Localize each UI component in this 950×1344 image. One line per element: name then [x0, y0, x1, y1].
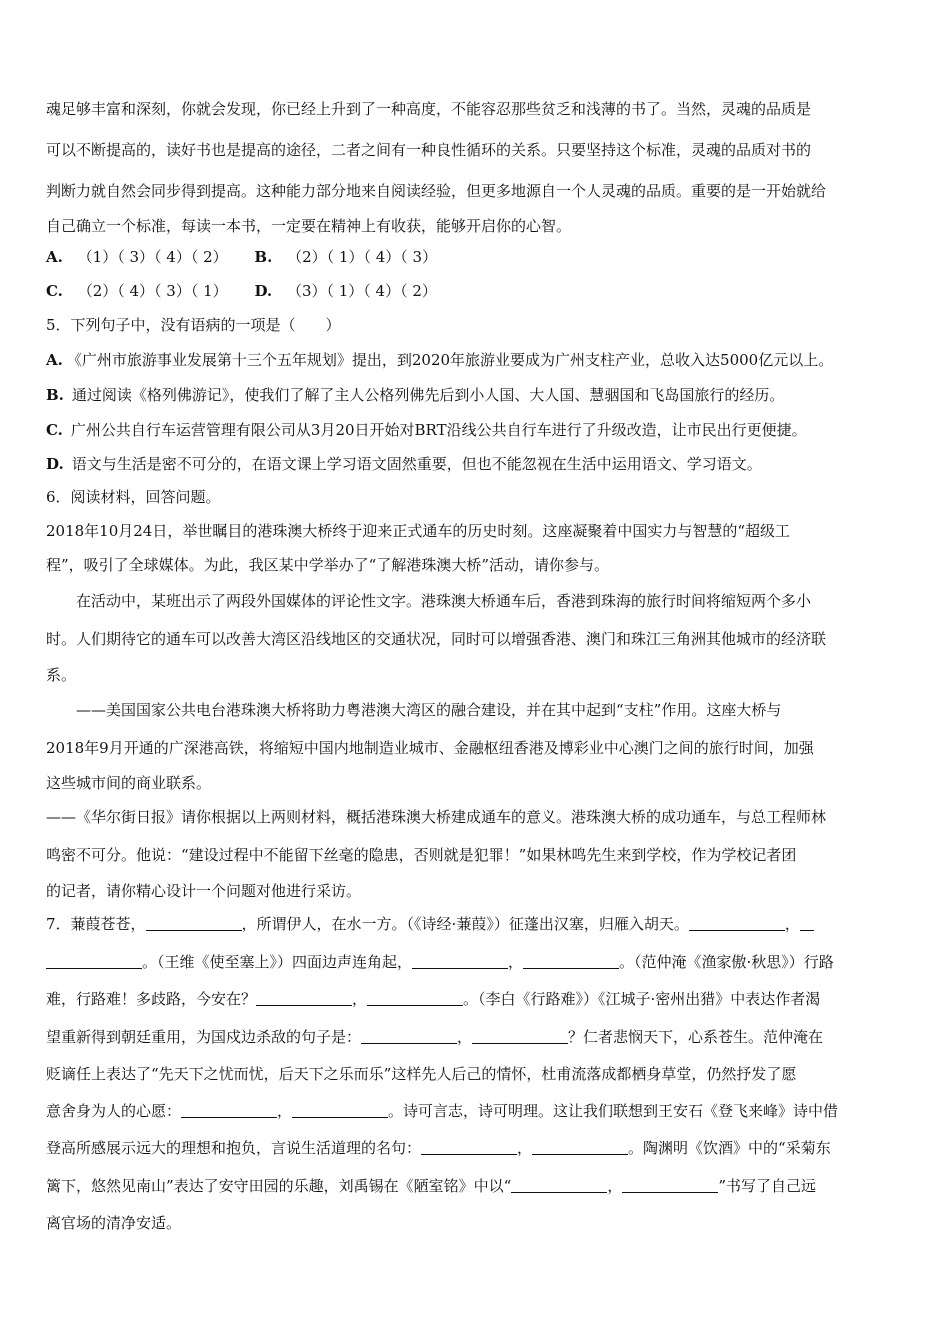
option-label: A. [46, 351, 63, 369]
answer-blank[interactable] [292, 1103, 388, 1118]
answer-blank[interactable] [800, 916, 814, 931]
q5-option-d [46, 453, 762, 475]
q7-line-8 [46, 1175, 816, 1197]
option-label: B. [46, 386, 64, 404]
option-label: B. [254, 248, 273, 266]
q7-line-3 [46, 988, 820, 1010]
q6-material-line-6: 这些城市间的商业联系。 [46, 774, 212, 792]
q6-material-line-2: 时。人们期待它的通车可以改善大湾区沿线地区的交通状况，同时可以增强香港、澳门和珠江三角洲其他城市的经济联 [46, 630, 827, 648]
q6-question-line-2: 鸣密不可分。他说：“建设过程中不能留下丝毫的隐患，否则就是犯罪！”如果林鸣先生来到学校，作为学校记者团 [46, 846, 797, 864]
option-text: （3）（ 1）（ 4）（ 2） [286, 282, 437, 300]
q7-text: ”书写了自己远 [718, 1177, 817, 1195]
q6-intro-line-1: 2018年10月24日，举世瞩目的港珠澳大桥终于迎来正式通车的历史时刻。这座凝聚着中国实力与智慧的“超级工 [46, 522, 791, 540]
q7-text: ， [784, 915, 800, 933]
q5-option-a [46, 349, 833, 371]
answer-blank[interactable] [361, 1029, 457, 1044]
answer-blank[interactable] [367, 991, 463, 1006]
answer-blank[interactable] [511, 1178, 607, 1193]
q5-option-b [46, 384, 784, 406]
q6-question-line-1: ——《华尔街日报》请你根据以上两则材料，概括港珠澳大桥建成通车的意义。港珠澳大桥的成功通车，与总工程师林 [46, 808, 827, 826]
q5-stem: 5．下列句子中，没有语病的一项是（ ） [46, 316, 341, 334]
option-text: （1）（ 3）（ 4）（ 2） [77, 248, 228, 266]
answer-blank[interactable] [46, 954, 142, 969]
option-text: 《广州市旅游事业发展第十三个五年规划》提出，到2020年旅游业要成为广州支柱产业，总收入达5000亿元以上。 [66, 351, 834, 369]
q7-text: ？仁者悲悯天下，心系苍生。范仲淹在 [568, 1028, 824, 1046]
q7-text: 难，行路难！多歧路，今安在？ [46, 990, 257, 1008]
q4-line-3: 判断力就自然会同步得到提高。这种能力部分地来自阅读经验，但更多地源自一个人灵魂的品质。重要的是一开始就给 [46, 182, 827, 200]
q4-options-row-1 [46, 246, 437, 268]
q7-text: 。诗可言志，诗可明理。这让我们联想到王安石《登飞来峰》诗中借 [388, 1102, 839, 1120]
q6-material-line-4: ——美国国家公共电台港珠澳大桥将助力粤港澳大湾区的融合建设，并在其中起到“支柱”作用。这座大桥与 [76, 701, 782, 719]
q5-option-c [46, 419, 807, 441]
q7-text: 意舍身为人的心愿： [46, 1102, 182, 1120]
option-text: （2）（ 1）（ 4）（ 3） [287, 248, 438, 266]
option-text: 广州公共自行车运营管理有限公司从3月20日开始对BRT沿线公共自行车进行了升级改造，让市民出行更便捷。 [70, 421, 807, 439]
option-label: D. [46, 455, 64, 473]
answer-blank[interactable] [532, 1140, 628, 1155]
q7-line-6 [46, 1100, 838, 1122]
q4-line-2: 可以不断提高的，读好书也是提高的途径，二者之间有一种良性循环的关系。只要坚持这个标准，灵魂的品质对书的 [46, 141, 812, 159]
q6-stem: 6．阅读材料，回答问题。 [46, 488, 221, 506]
answer-blank[interactable] [412, 954, 508, 969]
answer-blank[interactable] [472, 1029, 568, 1044]
option-text: 语文与生活是密不可分的，在语文课上学习语文固然重要，但也不能忽视在生活中运用语文、学习语文。 [71, 455, 762, 473]
q7-text: 。（王维《使至塞上》）四面边声连角起， [142, 953, 413, 971]
q6-intro-line-2: 程”，吸引了全球媒体。为此，我区某中学举办了“了解港珠澳大桥”活动，请你参与。 [46, 556, 610, 574]
answer-blank[interactable] [622, 1178, 718, 1193]
q7-text: 。陶渊明《饮酒》中的“采菊东 [628, 1139, 831, 1157]
option-label: C. [46, 282, 63, 300]
q7-text: ， [277, 1102, 293, 1120]
q7-text: ， [457, 1028, 473, 1046]
option-text: （2）（ 4）（ 3）（ 1） [77, 282, 228, 300]
q4-line-4: 自己确立一个标准，每读一本书，一定要在精神上有收获，能够开启你的心智。 [46, 217, 572, 235]
q7-text: 登高所感展示远大的理想和抱负，言说生活道理的名句： [46, 1139, 422, 1157]
q7-text: ， [508, 953, 524, 971]
q7-text: 望重新得到朝廷重用，为国戍边杀敌的句子是： [46, 1028, 362, 1046]
q7-text: 篱下，悠然见南山”表达了安守田园的乐趣，刘禹锡在《陋室铭》中以“ [46, 1177, 512, 1195]
q6-material-line-1: 在活动中，某班出示了两段外国媒体的评论性文字。港珠澳大桥通车后，香港到珠海的旅行时间将缩短两个多小 [76, 592, 812, 610]
option-label: C. [46, 421, 63, 439]
q4-options-row-2 [46, 280, 437, 302]
q6-material-line-5: 2018年9月开通的广深港高铁，将缩短中国内地制造业城市、金融枢纽香港及博彩业中心澳门之间的旅行时间，加强 [46, 739, 814, 757]
option-label: A. [46, 248, 63, 266]
q7-line-7 [46, 1137, 831, 1159]
answer-blank[interactable] [146, 916, 242, 931]
answer-blank[interactable] [523, 954, 619, 969]
q7-line-5: 贬谪任上表达了“先天下之忧而忧，后天下之乐而乐”这样先人后己的情怀，杜甫流落成都栖身草堂，仍然抒发了愿 [46, 1065, 797, 1083]
q7-line-9: 离官场的清净安适。 [46, 1214, 182, 1232]
answer-blank[interactable] [181, 1103, 277, 1118]
q7-text: ， [517, 1139, 533, 1157]
q7-line-2 [46, 951, 834, 973]
q7-text: 。（李白《行路难》）《江城子·密州出猎》中表达作者渴 [463, 990, 821, 1008]
q7-line-4 [46, 1026, 823, 1048]
q7-text: 。（范仲淹《渔家傲·秋思》）行路 [619, 953, 834, 971]
q7-text: ， [352, 990, 368, 1008]
q7-text: ， [607, 1177, 623, 1195]
option-label: D. [254, 282, 273, 300]
q7-line-1 [46, 913, 814, 935]
answer-blank[interactable] [689, 916, 785, 931]
q4-line-1: 魂足够丰富和深刻，你就会发现，你已经上升到了一种高度，不能容忍那些贫乏和浅薄的书了。当然，灵魂的品质是 [46, 100, 812, 118]
q6-material-line-3: 系。 [46, 666, 77, 684]
q7-text: 7．蒹葭苍苍， [46, 915, 146, 933]
q6-question-line-3: 的记者，请你精心设计一个问题对他进行采访。 [46, 882, 362, 900]
answer-blank[interactable] [421, 1140, 517, 1155]
q7-text: ，所谓伊人，在水一方。（《诗经·蒹葭》）征蓬出汉塞，归雁入胡天。 [241, 915, 689, 933]
answer-blank[interactable] [256, 991, 352, 1006]
option-text: 通过阅读《格列佛游记》，使我们了解了主人公格列佛先后到小人国、大人国、慧骃国和飞岛国旅行的经历。 [71, 386, 785, 404]
